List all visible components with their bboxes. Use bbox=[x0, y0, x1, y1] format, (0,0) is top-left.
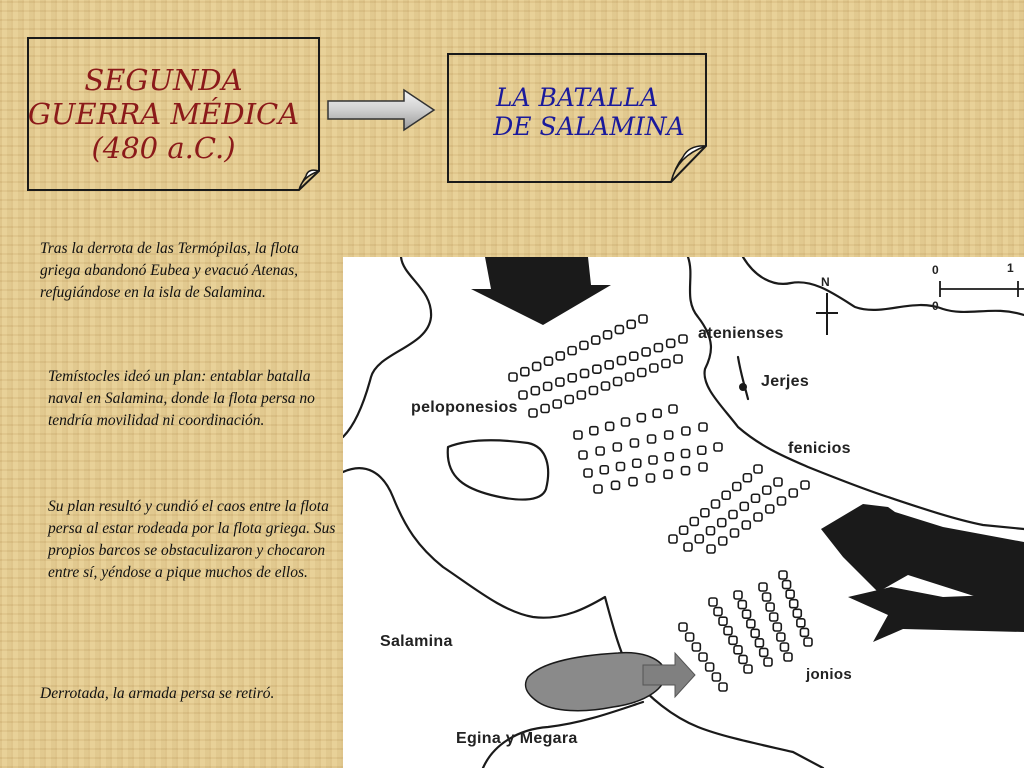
persian-ship bbox=[707, 527, 715, 535]
persian-ship bbox=[719, 683, 727, 691]
ship-formations bbox=[509, 315, 812, 691]
greek-ship bbox=[629, 478, 637, 486]
persian-ship bbox=[789, 489, 797, 497]
persian-arrow-north bbox=[451, 257, 611, 325]
greek-ship bbox=[605, 361, 613, 369]
right-arrow-icon bbox=[326, 88, 436, 132]
persian-ship bbox=[779, 571, 787, 579]
greek-ship bbox=[568, 347, 576, 355]
persian-ship bbox=[684, 543, 692, 551]
persian-ship bbox=[707, 545, 715, 553]
label-atenienses: atenienses bbox=[698, 325, 784, 342]
persian-ship bbox=[709, 598, 717, 606]
persian-ship bbox=[733, 483, 741, 491]
persian-ship bbox=[778, 497, 786, 505]
greek-ship bbox=[633, 459, 641, 467]
greek-ship bbox=[544, 357, 552, 365]
greek-ship bbox=[584, 469, 592, 477]
persian-ship bbox=[742, 521, 750, 529]
persian-ship bbox=[743, 610, 751, 618]
persian-ship bbox=[763, 486, 771, 494]
paragraph-caos: Su plan resultó y cundió el caos entre la flota persa al estar rodeada por la flota griega. Sus propios barcos se obstaculizaron y chocaron entre sí, yéndose a pique muchos de ellos. bbox=[48, 498, 336, 581]
persian-ship bbox=[784, 653, 792, 661]
persian-ship bbox=[712, 673, 720, 681]
greek-ship bbox=[602, 382, 610, 390]
persian-ship bbox=[699, 653, 707, 661]
greek-ship bbox=[626, 373, 634, 381]
paragraph-termopilas: Tras la derrota de las Termópilas, la flota griega abandonó Eubea y evacuó Atenas, refugiándose en la isla de Salamina. bbox=[40, 240, 299, 301]
compass-north-label: N bbox=[821, 275, 830, 289]
scale-one-label: 1 bbox=[1007, 261, 1014, 275]
persian-ship bbox=[740, 502, 748, 510]
persian-ship bbox=[719, 537, 727, 545]
greek-ship bbox=[667, 339, 675, 347]
persian-ship bbox=[719, 617, 727, 625]
greek-ship bbox=[565, 396, 573, 404]
greek-ship bbox=[714, 443, 722, 451]
greek-ship bbox=[556, 352, 564, 360]
greek-ship bbox=[577, 391, 585, 399]
paragraph-retirada: Derrotada, la armada persa se retiró. bbox=[40, 685, 275, 702]
scale-bar-icon bbox=[940, 281, 1024, 297]
greek-ship bbox=[596, 447, 604, 455]
persian-ship bbox=[800, 628, 808, 636]
greek-ship bbox=[698, 446, 706, 454]
persian-ship bbox=[797, 619, 805, 627]
salamina-battle-map bbox=[343, 257, 1024, 768]
map-drawing bbox=[343, 257, 1024, 768]
greek-ship bbox=[622, 418, 630, 426]
persian-ship bbox=[724, 627, 732, 635]
greek-ship bbox=[639, 315, 647, 323]
persian-ship bbox=[714, 608, 722, 616]
title-right-line1: LA BATALLA bbox=[495, 82, 659, 112]
label-egina-megara: Egina y Megara bbox=[456, 730, 578, 747]
greek-ship bbox=[613, 443, 621, 451]
persian-ship bbox=[695, 535, 703, 543]
greek-ship bbox=[600, 466, 608, 474]
persian-ship bbox=[734, 591, 742, 599]
greek-ship bbox=[617, 463, 625, 471]
greek-ship bbox=[615, 326, 623, 334]
greek-ship bbox=[612, 481, 620, 489]
scale-zero-label: 0 bbox=[932, 263, 939, 277]
greek-ship bbox=[531, 387, 539, 395]
title-left-line3: (480 a.C.) bbox=[91, 131, 236, 166]
greek-ship bbox=[581, 369, 589, 377]
coast-northeast bbox=[743, 257, 1024, 315]
greek-ship bbox=[682, 467, 690, 475]
coast-salamina bbox=[343, 468, 823, 768]
persian-ship bbox=[783, 581, 791, 589]
label-peloponesios: peloponesios bbox=[411, 399, 518, 416]
paragraph-temistocles: Temístocles ideó un plan: entablar batalla naval en Salamina, donde la flota persa no tendría movilidad ni coordinación. bbox=[48, 368, 315, 429]
persian-ship bbox=[669, 535, 677, 543]
jerjes-marker bbox=[739, 383, 747, 391]
persian-ship bbox=[734, 646, 742, 654]
persian-ship bbox=[743, 474, 751, 482]
persian-ship bbox=[744, 665, 752, 673]
label-jerjes: Jerjes bbox=[761, 373, 810, 390]
persian-ship bbox=[752, 494, 760, 502]
persian-ship bbox=[729, 636, 737, 644]
greek-ship bbox=[533, 362, 541, 370]
greek-ship bbox=[699, 463, 707, 471]
persian-ship bbox=[679, 623, 687, 631]
persian-ship bbox=[801, 481, 809, 489]
persian-ship bbox=[780, 643, 788, 651]
persian-ship bbox=[712, 500, 720, 508]
greek-ship bbox=[638, 369, 646, 377]
greek-ship bbox=[614, 378, 622, 386]
greek-ship bbox=[521, 368, 529, 376]
greek-ship bbox=[574, 431, 582, 439]
persian-ship bbox=[793, 609, 801, 617]
greek-ship bbox=[556, 378, 564, 386]
greek-ship bbox=[630, 439, 638, 447]
greek-ship bbox=[662, 360, 670, 368]
coast-inlet bbox=[738, 357, 748, 399]
persian-ship bbox=[770, 613, 778, 621]
title-left-line1: SEGUNDA bbox=[84, 62, 243, 97]
greek-ship bbox=[653, 409, 661, 417]
greek-ship bbox=[674, 355, 682, 363]
label-salamina: Salamina bbox=[380, 633, 453, 650]
compass-icon bbox=[816, 293, 838, 335]
persian-ship bbox=[774, 478, 782, 486]
persian-ship bbox=[764, 658, 772, 666]
title-note-segunda-guerra-medica bbox=[27, 37, 320, 191]
greek-ship bbox=[592, 336, 600, 344]
persian-ship bbox=[729, 511, 737, 519]
greek-ship bbox=[529, 409, 537, 417]
greek-ship bbox=[648, 435, 656, 443]
greek-ship bbox=[647, 474, 655, 482]
greek-ship bbox=[594, 485, 602, 493]
persian-ship bbox=[777, 633, 785, 641]
greek-ship bbox=[580, 341, 588, 349]
islet-psyttaleia bbox=[448, 440, 548, 499]
persian-ship bbox=[739, 655, 747, 663]
persian-ship bbox=[747, 620, 755, 628]
greek-ship bbox=[590, 427, 598, 435]
title-note-batalla-salamina bbox=[447, 53, 707, 183]
persian-ship bbox=[751, 629, 759, 637]
greek-ship bbox=[650, 364, 658, 372]
greek-ship bbox=[519, 391, 527, 399]
persian-ship bbox=[766, 603, 774, 611]
greek-ship bbox=[541, 405, 549, 413]
persian-ship bbox=[686, 633, 694, 641]
persian-ship bbox=[690, 518, 698, 526]
persian-ship bbox=[718, 519, 726, 527]
persian-ship bbox=[790, 600, 798, 608]
title-right-line2: DE SALAMINA bbox=[493, 112, 685, 141]
greek-ship bbox=[579, 451, 587, 459]
persian-ship bbox=[731, 529, 739, 537]
greek-ship bbox=[627, 320, 635, 328]
greek-ship bbox=[606, 422, 614, 430]
persian-ship bbox=[760, 648, 768, 656]
persian-ship bbox=[680, 526, 688, 534]
greek-ship bbox=[544, 382, 552, 390]
title-left-line2: GUERRA MÉDICA bbox=[27, 96, 300, 131]
persian-ship bbox=[722, 491, 730, 499]
greek-ship bbox=[665, 431, 673, 439]
label-jonios: jonios bbox=[806, 666, 852, 683]
scale-zero-label-lower: 0 bbox=[932, 299, 939, 313]
greek-ship bbox=[604, 331, 612, 339]
persian-ship bbox=[766, 505, 774, 513]
persian-ship bbox=[754, 465, 762, 473]
greek-ship bbox=[682, 450, 690, 458]
greek-ship bbox=[654, 344, 662, 352]
persian-ship bbox=[763, 593, 771, 601]
greek-ship bbox=[664, 470, 672, 478]
persian-ship bbox=[754, 513, 762, 521]
label-fenicios: fenicios bbox=[788, 440, 851, 457]
persian-ship bbox=[773, 623, 781, 631]
greek-ship bbox=[682, 427, 690, 435]
greek-ship bbox=[669, 405, 677, 413]
greek-ship bbox=[649, 456, 657, 464]
greek-ship bbox=[509, 373, 517, 381]
greek-ship bbox=[642, 348, 650, 356]
persian-ship bbox=[738, 601, 746, 609]
persian-ship bbox=[755, 639, 763, 647]
greek-ship bbox=[665, 453, 673, 461]
greek-ship bbox=[617, 357, 625, 365]
greek-ship bbox=[637, 414, 645, 422]
persian-ship bbox=[786, 590, 794, 598]
greek-ship bbox=[679, 335, 687, 343]
greek-ship bbox=[589, 387, 597, 395]
persian-ship bbox=[804, 638, 812, 646]
persian-ship bbox=[692, 643, 700, 651]
persian-ship bbox=[706, 663, 714, 671]
greek-ship bbox=[553, 400, 561, 408]
greek-ship bbox=[630, 352, 638, 360]
greek-ship bbox=[699, 423, 707, 431]
persian-ship bbox=[759, 583, 767, 591]
persian-ship bbox=[701, 509, 709, 517]
greek-ship bbox=[568, 374, 576, 382]
greek-ship bbox=[593, 365, 601, 373]
